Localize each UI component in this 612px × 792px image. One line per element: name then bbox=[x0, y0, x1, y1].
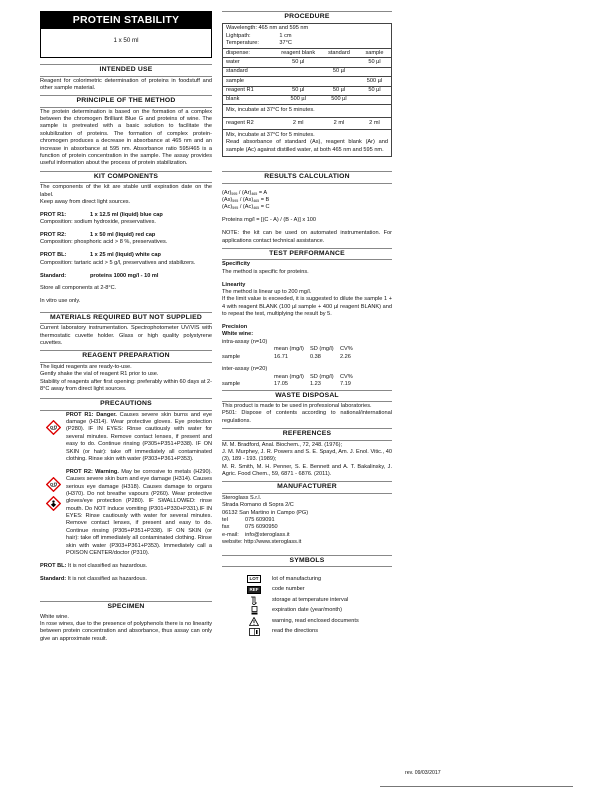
formula-c: $(Ac)_{595} / (Ac)_{465} = C$ bbox=[222, 204, 270, 211]
precaution-bl: PROT BL: It is not classified as hazardous. bbox=[40, 562, 148, 569]
precision-matrix: White wine: bbox=[222, 331, 254, 338]
manufacturer-company: Steroglass S.r.l. bbox=[222, 494, 262, 501]
r1-text: Causes severe skin burns and eye damage (H314). Wear protective gloves. Eye protection (P280). IF IN EYES: Rinse cautiously with water for several minutes. Remove contact lenses, if present and easy to do. Continue rinsing (P305+P351+P338). IF ON SKIN (or hair): take off immediately all contaminated clothing. Rinse skin with water (P303+P361+P353). bbox=[66, 411, 212, 462]
symbol-row: LOT lot of manufacturing bbox=[222, 574, 392, 585]
kit-intro: The components of the kit are stable until expiration date on the label. bbox=[40, 184, 212, 198]
linearity-text: If the limit value is exceeded, it is suggested to dilute the sample 1 + 4 with reagent BLANK (100 µl sample + 400 µl reagent BLANK) and to repeat the test, multiplying the result by 5. bbox=[222, 296, 392, 318]
in-vitro-text: In vitro use only. bbox=[40, 298, 81, 305]
kit-item-composition: Composition: phosphoric acid > 8 %, preservatives. bbox=[40, 239, 168, 246]
reagent-prep-line: The liquid reagents are ready-to-use. bbox=[40, 363, 132, 370]
automation-note: NOTE: the kit can be used on automated instrumentation. For applications contact technical assistance. bbox=[222, 230, 392, 244]
manufacturer-city: 06132 San Martino in Campo (PG) bbox=[222, 509, 309, 516]
email-link[interactable]: info@steroglass.it bbox=[245, 531, 290, 538]
reagent-prep-heading: REAGENT PREPARATION bbox=[40, 350, 212, 362]
kit-item-r2 bbox=[40, 232, 212, 239]
ref-icon: REF bbox=[247, 586, 261, 594]
r1-signal: PROT R1: Danger. bbox=[66, 411, 117, 418]
intra-assay-table: mean (mg/l) SD (mg/l) CV% sample 16.71 0.38 2.26 bbox=[222, 346, 353, 360]
specimen-heading: SPECIMEN bbox=[40, 601, 212, 612]
reference-item: M. R. Smith, M. H. Penner, S. E. Bennett and A. T. Bakalinsky, J. Agric. Food Chem., 59, 6871 - 6876. (2011). bbox=[222, 463, 392, 478]
precaution-standard: Standard: It is not classified as hazardous. bbox=[40, 575, 147, 582]
test-performance-heading: TEST PERFORMANCE bbox=[222, 248, 392, 260]
table-header: dispense: reagent blank standard sample bbox=[223, 49, 392, 58]
manufacturer-street: Strada Romano di Sopra 2/C bbox=[222, 502, 294, 509]
symbol-row: storage at temperature interval bbox=[222, 595, 392, 606]
hourglass-icon bbox=[244, 606, 264, 615]
linearity-title: Linearity bbox=[222, 281, 246, 288]
table-row: standard 50 µl bbox=[223, 67, 392, 76]
revision-date: rev. 09/03/2017 bbox=[405, 770, 441, 776]
storage-text: Store all components at 2-8°C. bbox=[40, 285, 117, 292]
read-step: Read absorbance of standard (As), reagent blank (Ar) and sample (Ac) against distilled water, at both 465 nm and 595 nm. bbox=[226, 139, 388, 153]
precaution-r1 bbox=[40, 412, 212, 464]
kit-item-name: PROT R1: bbox=[40, 211, 67, 218]
principle-heading: PRINCIPLE OF THE METHOD bbox=[40, 95, 212, 107]
symbol-row: read the directions bbox=[222, 627, 392, 638]
reagent-prep-line: Stability of reagents after first opening: preferably within 60 days at 2-8°C away from direct light sources. bbox=[40, 378, 212, 392]
table-row: reagent R2 2 ml 2 ml 2 ml bbox=[223, 117, 392, 129]
procedure-heading: PROCEDURE bbox=[222, 11, 392, 22]
specimen-line: In rose wines, due to the presence of polyphenols there is no linearity between protein concentration and absorbance, thus assay can only give an approximate result. bbox=[40, 620, 212, 642]
kit-item-name: PROT BL: bbox=[40, 252, 67, 259]
kit-components-heading: KIT COMPONENTS bbox=[40, 171, 212, 183]
manufacturer-heading: MANUFACTURER bbox=[222, 481, 392, 493]
kit-light: Keep away from direct light sources. bbox=[40, 198, 131, 205]
waste-text: P501: Dispose of contents according to national/international regulations. bbox=[222, 410, 392, 424]
materials-heading: MATERIALS REQUIRED BUT NOT SUPPLIED bbox=[40, 312, 212, 324]
standard-value: proteins 1000 mg/l - 10 ml bbox=[90, 272, 159, 279]
linearity-text: The method is linear up to 200 mg/l. bbox=[222, 289, 312, 296]
lot-icon: LOT bbox=[247, 575, 261, 583]
materials-text: Current laboratory instrumentation. Spectrophotometer UV/VIS with thermostatic cuvette holder. Glass or high quality polystyrene cuvettes. bbox=[40, 325, 212, 346]
specificity-text: The method is specific for proteins. bbox=[222, 268, 309, 275]
mix-step-2: Mix, incubate at 37°C for 5 minutes. bbox=[226, 132, 315, 139]
mix-step-1: Mix, incubate at 37°C for 5 minutes. bbox=[223, 105, 392, 117]
precision-title: Precision bbox=[222, 324, 248, 331]
intended-use-text: Reagent for colorimetric determination of proteins in foodstuff and other sample material. bbox=[40, 77, 212, 91]
r2-signal: PROT R2: Warning. bbox=[66, 468, 119, 475]
warning-triangle-icon bbox=[244, 617, 264, 626]
kit-item-spec: 1 x 25 ml (liquid) white cap bbox=[90, 252, 161, 259]
intra-assay-label: intra-assay (n=10) bbox=[222, 338, 268, 345]
website-link[interactable]: http://www.steroglass.it bbox=[244, 539, 302, 546]
references-heading: REFERENCES bbox=[222, 428, 392, 440]
footer-divider bbox=[380, 786, 573, 787]
table-row: sample 500 µl bbox=[223, 77, 392, 86]
results-heading: RESULTS CALCULATION bbox=[222, 171, 392, 183]
kit-item-spec: 1 x 50 ml (liquid) red cap bbox=[90, 232, 156, 239]
kit-item-composition: Composition: sodium hydroxide, preservatives. bbox=[40, 219, 156, 226]
manufacturer-email: e-mail: info@steroglass.it bbox=[222, 531, 290, 538]
kit-item-r1 bbox=[40, 212, 212, 219]
kit-item-name: PROT R2: bbox=[40, 232, 67, 239]
package-size: 1 x 50 ml bbox=[113, 36, 139, 44]
inter-assay-table: mean (mg/l) SD (mg/l) CV% sample 17.05 1.23 7.19 bbox=[222, 373, 353, 388]
right-column bbox=[222, 11, 392, 637]
wavelength: Wavelength: 465 nm and 595 nm bbox=[226, 24, 309, 31]
left-column bbox=[40, 11, 212, 643]
waste-heading: WASTE DISPOSAL bbox=[222, 390, 392, 402]
kit-item-bl bbox=[40, 252, 212, 259]
thermometer-icon bbox=[244, 596, 264, 605]
health-hazard-icon bbox=[46, 496, 61, 511]
protein-formula: Proteins mg/l = [(C - A) / (B - A)] x 100 bbox=[222, 217, 317, 224]
symbol-row: warning, read enclosed documents bbox=[222, 616, 392, 627]
corrosive-hazard-icon bbox=[46, 420, 61, 435]
formula-a: $(Ar)_{595} / (Ar)_{465} = A$ bbox=[222, 189, 268, 196]
reference-item: J. M. Murphey, J. R. Powers and S. E. Spayd, Am. J. Enol. Vitic., 40 (3), 189 - 193. (1989); bbox=[222, 448, 392, 463]
table-row: water 50 µl 50 µl bbox=[223, 58, 392, 67]
symbol-row: expiration date (year/month) bbox=[222, 606, 392, 617]
kit-standard bbox=[40, 273, 212, 280]
formula-b: $(As)_{595} / (As)_{465} = B$ bbox=[222, 197, 270, 204]
standard-label: Standard: bbox=[40, 272, 67, 279]
precautions-heading: PRECAUTIONS bbox=[40, 398, 212, 410]
product-title-box bbox=[40, 11, 212, 58]
specimen-line: White wine. bbox=[40, 613, 69, 620]
procedure-table: Wavelength: 465 nm and 595 nm Lightpath: 1 cm Temperature: 37°C dispense: reagent blank standard sample water 50 µl 50 µl standard 50 µl sample 500 µl reagent R1 50 µl 50 µl 50 µl blank 500 µl 500 µl Mix, incubate at 37°C for 5 minutes. reagent R2 2 ml 2 ml 2 ml Mix, incubate at 37°C for 5 minutes. Read absorbance of standard (As), reagent blank (Ar) and sample (Ac) against distilled water, at both 465 nm and 595 nm. bbox=[222, 23, 392, 157]
table-row: reagent R1 50 µl 50 µl 50 µl bbox=[223, 86, 392, 95]
inter-assay-label: inter-assay (n=20) bbox=[222, 366, 268, 373]
manufacturer-website: website: http://www.steroglass.it bbox=[222, 539, 302, 546]
manufacturer-tel: tel 075 609091 bbox=[222, 517, 275, 524]
specificity-title: Specificity bbox=[222, 261, 250, 268]
symbols-heading: SYMBOLS bbox=[222, 555, 392, 567]
kit-item-composition: Composition: tartaric acid > 5 g/l, preservatives and stabilizers. bbox=[40, 259, 196, 266]
reagent-prep-line: Gently shake the vial of reagent R1 prior to use. bbox=[40, 371, 159, 378]
r2-text: May be corrosive to metals (H290). Causes severe skin burn and eye damage (H314). Causes serious eye damage (H318). Causes damage to organs (H370). Do not breathe vapours (P260). Wear protective gloves/eye protection (P280). IF SWALLOWED: rinse mouth. Do NOT induce vomiting (P301+P330+P331).IF IN EYES: Rinse cautiously with water for several minutes. Remove contact lenses, if present and easy to do. Continue rinsing (P305+P351+P338). IF ON SKIN (or hair): take off immediately all contaminated clothing. Rinse skin with water (P303+P361+P353). Immediately call a POISON CENTER/doctor (P310). bbox=[66, 468, 212, 556]
precaution-r2 bbox=[40, 469, 212, 558]
reference-item: M. M. Bradford, Anal. Biochem., 72, 248. (1976); bbox=[222, 441, 343, 448]
book-icon bbox=[244, 628, 264, 636]
kit-item-spec: 1 x 12.5 ml (liquid) blue cap bbox=[90, 211, 163, 218]
principle-text: The protein determination is based on the formation of a complex between the chromogen Brilliant Blue G and proteins of wine. The sample is pretreated with a basic solution to facilitate the solubilization of proteins. The formation of complex protein-chromogen produces a decrease in absorbance at 465 nm and an increase in absorbance at 595 nm. Absorbance ratio 595/465 is a function of protein concentration in the sample. The assay provides useful information about the process of protein stabilization. bbox=[40, 108, 212, 167]
intended-use-heading: INTENDED USE bbox=[40, 64, 212, 76]
waste-text: This product is made to be used in professional laboratories. bbox=[222, 403, 372, 409]
product-title: PROTEIN STABILITY bbox=[41, 12, 211, 29]
table-row: blank 500 µl 500 µl bbox=[223, 95, 392, 104]
symbol-row: REF code number bbox=[222, 585, 392, 596]
manufacturer-fax: fax 075 6090950 bbox=[222, 524, 278, 531]
corrosive-hazard-icon bbox=[46, 477, 61, 492]
